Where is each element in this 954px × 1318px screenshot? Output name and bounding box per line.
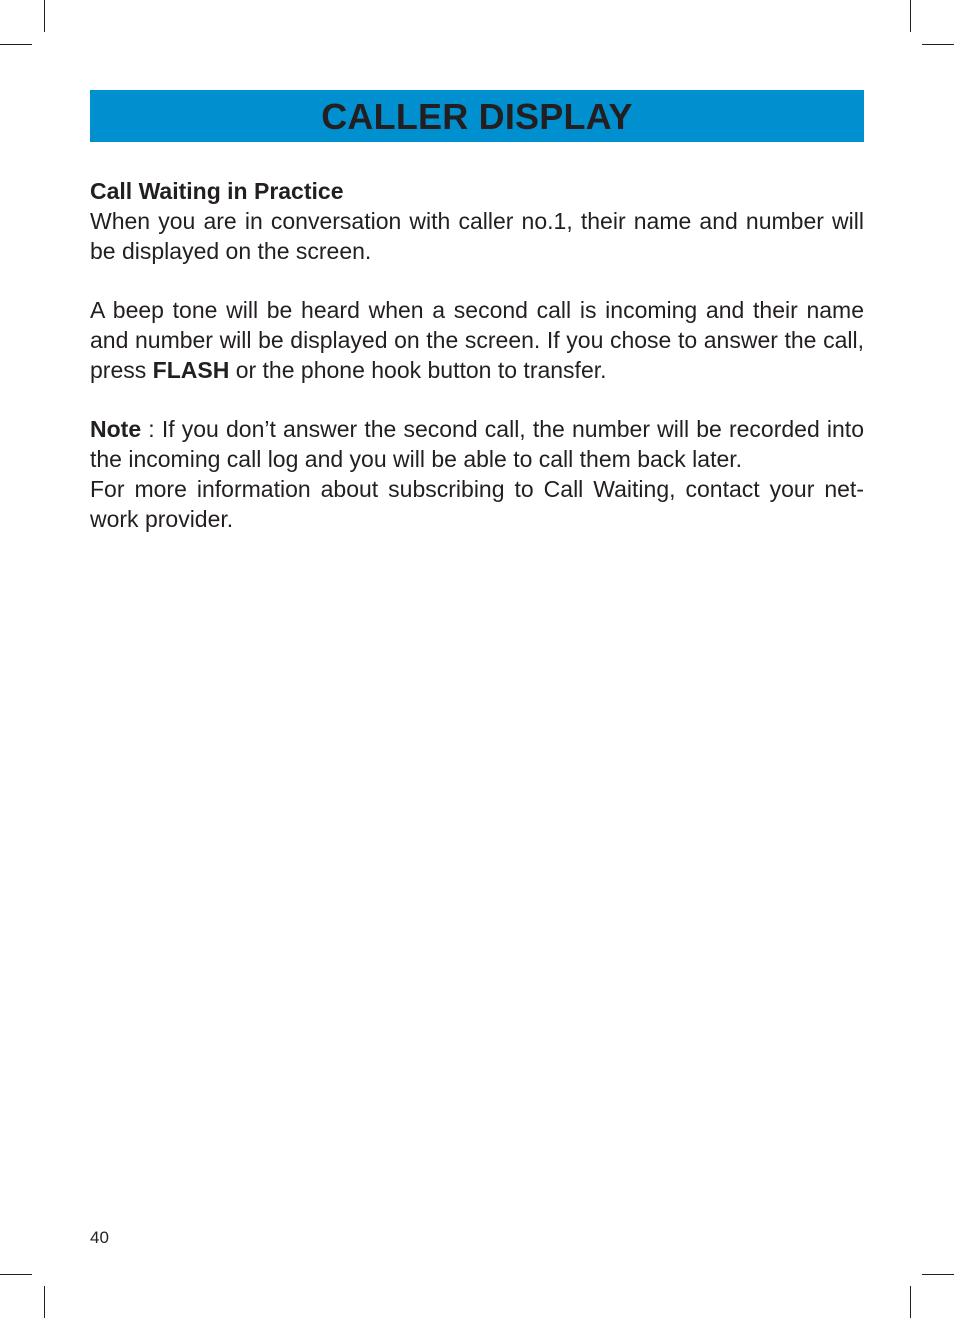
paragraph-caller-one <box>90 206 864 266</box>
crop-mark-top-left-vertical <box>44 0 45 32</box>
crop-mark-bottom-left-vertical <box>44 1286 45 1318</box>
note-paragraph <box>90 414 864 474</box>
note-text: : If you don’t answer the second call, the number will be recorded into the incoming call log and you will be able to call them back later. <box>90 416 864 472</box>
paragraph-second-call-text: A beep tone will be heard when a second call is incoming and their name and number will be displayed on the screen. If you chose to answer the call, press <box>90 297 864 383</box>
paragraph-more-info <box>90 474 864 534</box>
header-bar <box>90 90 864 142</box>
crop-mark-bottom-right-horizontal <box>922 1274 954 1275</box>
crop-mark-top-left-horizontal <box>0 44 32 45</box>
page-title: CALLER DISPLAY <box>321 96 633 137</box>
paragraph-second-call <box>90 295 864 385</box>
crop-mark-bottom-left-horizontal <box>0 1274 32 1275</box>
section-title: Call Waiting in Practice <box>90 178 344 204</box>
page-number: 40 <box>90 1228 109 1247</box>
note-label: Note <box>90 416 142 442</box>
paragraph-caller-one-text: When you are in conversation with caller no.1, their name and number will be displayed on the screen. <box>90 208 864 264</box>
main-content <box>90 176 864 534</box>
crop-mark-top-right-vertical <box>910 0 911 32</box>
paragraph-second-call-end: or the phone hook button to transfer. <box>229 357 607 383</box>
flash-key-label: FLASH <box>152 357 230 383</box>
crop-mark-top-right-horizontal <box>922 44 954 45</box>
paragraph-more-info-text: For more information about subscribing to Call Waiting, contact your net-work provider. <box>90 476 864 532</box>
crop-mark-bottom-right-vertical <box>910 1286 911 1318</box>
